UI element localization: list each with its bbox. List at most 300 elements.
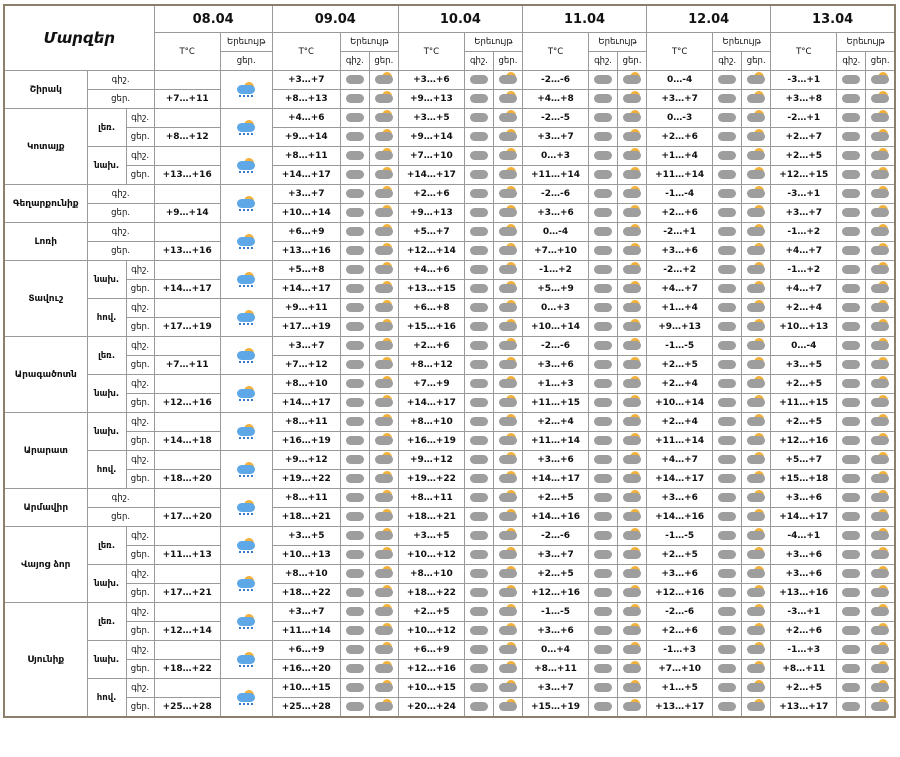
sun-cloud-icon: [745, 414, 767, 430]
night-label: գիշ.: [340, 52, 369, 71]
cloud-icon: [840, 357, 862, 373]
period-label: գիշ.: [126, 565, 154, 584]
cloud-icon: [344, 604, 366, 620]
cloud-icon: [592, 91, 614, 107]
cloud-icon: [344, 91, 366, 107]
sun-cloud-icon: [869, 414, 891, 430]
cloud-icon: [468, 72, 490, 88]
period-label: ցեր.: [126, 280, 154, 299]
temp-value: +9…+13: [647, 318, 713, 337]
sun-cloud-icon: [745, 528, 767, 544]
cloud-icon: [344, 243, 366, 259]
sun-cloud-icon: [497, 186, 519, 202]
cloud-icon: [468, 186, 490, 202]
subregion-name: հով.: [87, 299, 126, 337]
cloud-icon: [840, 490, 862, 506]
cloud-icon: [716, 585, 738, 601]
sun-cloud-icon: [745, 72, 767, 88]
cloud-icon: [592, 167, 614, 183]
table-row: [4, 223, 895, 242]
cloud-icon: [592, 509, 614, 525]
cloud-icon: [468, 642, 490, 658]
temp-value: +3…+7: [272, 71, 340, 90]
table-row: [4, 679, 895, 698]
sun-cloud-icon: [745, 357, 767, 373]
temp-value: +6…+9: [398, 641, 464, 660]
cloud-icon: [840, 623, 862, 639]
temp-value: +25…+28: [272, 698, 340, 718]
day-label: ցեր.: [369, 52, 398, 71]
sun-cloud-icon: [373, 338, 395, 354]
temp-value: +3…+6: [522, 451, 588, 470]
cloud-icon: [468, 205, 490, 221]
sun-cloud-icon: [373, 300, 395, 316]
sun-cloud-icon: [621, 623, 643, 639]
subregion-name: նախ.: [87, 565, 126, 603]
temp-value: +2…+6: [647, 128, 713, 147]
sun-cloud-icon: [373, 509, 395, 525]
period-label: ցեր.: [126, 470, 154, 489]
cloud-icon: [468, 262, 490, 278]
temp-value: +2…+5: [647, 356, 713, 375]
cloud-icon: [840, 661, 862, 677]
temp-value: [154, 565, 220, 584]
sun-cloud-icon: [497, 414, 519, 430]
period-label: ցեր.: [87, 90, 154, 109]
temp-value: 0…+3: [522, 299, 588, 318]
cloud-icon: [592, 642, 614, 658]
temp-value: -3…+1: [771, 71, 837, 90]
table-row: [4, 451, 895, 470]
sun-cloud-icon: [869, 338, 891, 354]
sun-cloud-icon: [373, 623, 395, 639]
temp-value: [154, 679, 220, 698]
cloud-icon: [344, 699, 366, 715]
cloud-icon: [344, 338, 366, 354]
sun-cloud-icon: [373, 566, 395, 582]
table-row: [4, 71, 895, 90]
temp-value: -2…+2: [647, 261, 713, 280]
phenomenon-header: Երեւույթ: [837, 33, 895, 52]
temp-value: +4…+7: [771, 280, 837, 299]
temp-value: +4…+7: [647, 280, 713, 299]
sun-cloud-icon: [621, 300, 643, 316]
table-row: [4, 242, 895, 261]
temp-value: [154, 451, 220, 470]
temp-value: +5…+7: [398, 223, 464, 242]
sun-cloud-icon: [621, 72, 643, 88]
cloud-icon: [468, 91, 490, 107]
temp-value: +10…+13: [771, 318, 837, 337]
sun-cloud-icon: [745, 129, 767, 145]
sun-cloud-icon: [745, 547, 767, 563]
cloud-icon: [344, 680, 366, 696]
temp-value: +4…+6: [272, 109, 340, 128]
sun-cloud-icon: [373, 642, 395, 658]
temp-value: +20…+24: [398, 698, 464, 718]
temp-value: +2…+7: [771, 128, 837, 147]
cloud-icon: [468, 110, 490, 126]
temp-value: +2…+6: [647, 204, 713, 223]
cloud-icon: [592, 72, 614, 88]
cloud-icon: [468, 471, 490, 487]
cloud-icon: [468, 243, 490, 259]
temp-value: +2…+5: [771, 375, 837, 394]
cloud-icon: [344, 414, 366, 430]
cloud-icon: [468, 528, 490, 544]
date-header: 09.04: [272, 5, 398, 33]
cloud-icon: [592, 585, 614, 601]
temp-value: +11…+14: [272, 622, 340, 641]
cloud-rain-icon: [235, 348, 257, 364]
region-name: Արագածոտն: [4, 337, 87, 413]
cloud-icon: [716, 281, 738, 297]
sun-cloud-icon: [621, 642, 643, 658]
temp-value: +9…+12: [272, 451, 340, 470]
cloud-icon: [468, 490, 490, 506]
cloud-icon: [840, 243, 862, 259]
temp-value: +4…+7: [647, 451, 713, 470]
temp-value: -3…+1: [771, 603, 837, 622]
temp-value: 0…-4: [522, 223, 588, 242]
sun-cloud-icon: [621, 566, 643, 582]
subregion-name: լեռ.: [87, 337, 126, 375]
region-name: Լոռի: [4, 223, 87, 261]
cloud-icon: [344, 376, 366, 392]
cloud-icon: [592, 528, 614, 544]
temp-value: +18…+21: [398, 508, 464, 527]
temp-value: +5…+8: [272, 261, 340, 280]
period-label: ցեր.: [126, 394, 154, 413]
sun-cloud-icon: [497, 110, 519, 126]
cloud-rain-icon: [235, 120, 257, 136]
cloud-icon: [716, 243, 738, 259]
phenomenon-header: Երեւույթ: [340, 33, 398, 52]
sun-cloud-icon: [869, 452, 891, 468]
sun-cloud-icon: [373, 471, 395, 487]
sun-cloud-icon: [745, 566, 767, 582]
temp-value: +10…+14: [272, 204, 340, 223]
temp-value: +9…+14: [272, 128, 340, 147]
sun-cloud-icon: [621, 376, 643, 392]
temp-value: +11…+14: [522, 166, 588, 185]
sun-cloud-icon: [497, 433, 519, 449]
cloud-icon: [344, 167, 366, 183]
temp-value: +3…+6: [522, 356, 588, 375]
table-row: [4, 565, 895, 584]
cloud-icon: [716, 72, 738, 88]
cloud-icon: [592, 110, 614, 126]
cloud-icon: [716, 300, 738, 316]
phenomenon-header: Երեւույթ: [589, 33, 647, 52]
temp-value: 0…+3: [522, 147, 588, 166]
cloud-icon: [344, 547, 366, 563]
cloud-icon: [840, 471, 862, 487]
sun-cloud-icon: [869, 699, 891, 715]
cloud-icon: [840, 642, 862, 658]
cloud-icon: [592, 623, 614, 639]
sun-cloud-icon: [869, 623, 891, 639]
sun-cloud-icon: [497, 243, 519, 259]
cloud-icon: [840, 148, 862, 164]
date-header: 13.04: [771, 5, 895, 33]
temp-value: +15…+16: [398, 318, 464, 337]
temp-value: +10…+14: [522, 318, 588, 337]
temp-value: +2…+5: [771, 413, 837, 432]
temp-value: +3…+7: [272, 185, 340, 204]
subregion-name: լեռ.: [87, 603, 126, 641]
sun-cloud-icon: [745, 623, 767, 639]
sun-cloud-icon: [621, 528, 643, 544]
sun-cloud-icon: [373, 167, 395, 183]
temp-value: +1…+3: [522, 375, 588, 394]
cloud-rain-icon: [235, 310, 257, 326]
temp-value: +12…+16: [522, 584, 588, 603]
sun-cloud-icon: [745, 433, 767, 449]
cloud-icon: [468, 566, 490, 582]
sun-cloud-icon: [869, 585, 891, 601]
cloud-icon: [468, 129, 490, 145]
temp-value: +3…+6: [522, 204, 588, 223]
cloud-icon: [468, 395, 490, 411]
sun-cloud-icon: [869, 110, 891, 126]
night-label: գիշ.: [837, 52, 866, 71]
sun-cloud-icon: [373, 452, 395, 468]
temp-value: +6…+8: [398, 299, 464, 318]
cloud-rain-icon: [235, 234, 257, 250]
cloud-icon: [468, 148, 490, 164]
cloud-icon: [592, 471, 614, 487]
temp-header: T°C: [154, 33, 220, 71]
sun-cloud-icon: [745, 243, 767, 259]
cloud-icon: [716, 699, 738, 715]
cloud-rain-icon: [235, 538, 257, 554]
sun-cloud-icon: [373, 357, 395, 373]
table-row: [4, 337, 895, 356]
sun-cloud-icon: [373, 243, 395, 259]
cloud-icon: [468, 300, 490, 316]
cloud-icon: [344, 452, 366, 468]
temp-value: +2…+5: [522, 565, 588, 584]
temp-value: +13…+17: [771, 698, 837, 718]
period-label: ցեր.: [126, 318, 154, 337]
sun-cloud-icon: [621, 205, 643, 221]
cloud-icon: [840, 680, 862, 696]
cloud-icon: [468, 281, 490, 297]
sun-cloud-icon: [497, 262, 519, 278]
cloud-icon: [840, 547, 862, 563]
temp-value: +18…+22: [398, 584, 464, 603]
sun-cloud-icon: [869, 490, 891, 506]
cloud-icon: [716, 623, 738, 639]
cloud-icon: [840, 509, 862, 525]
cloud-icon: [468, 414, 490, 430]
cloud-icon: [716, 186, 738, 202]
temp-value: +14…+17: [771, 508, 837, 527]
table-row: [4, 109, 895, 128]
temp-value: +3…+7: [522, 679, 588, 698]
temp-value: +16…+19: [272, 432, 340, 451]
cloud-icon: [344, 433, 366, 449]
cloud-icon: [468, 699, 490, 715]
temp-value: +3…+7: [272, 603, 340, 622]
sun-cloud-icon: [745, 585, 767, 601]
temp-value: +3…+5: [272, 527, 340, 546]
sun-cloud-icon: [373, 224, 395, 240]
cloud-rain-icon: [235, 500, 257, 516]
temp-value: +5…+7: [771, 451, 837, 470]
temp-value: +5…+9: [522, 280, 588, 299]
temp-value: +14…+17: [154, 280, 220, 299]
temp-value: +3…+6: [771, 565, 837, 584]
period-label: գիշ.: [126, 641, 154, 660]
temp-value: +2…+5: [522, 489, 588, 508]
temp-value: 0…-3: [647, 109, 713, 128]
sun-cloud-icon: [497, 72, 519, 88]
temp-value: -1…+3: [771, 641, 837, 660]
temp-value: +2…+6: [398, 337, 464, 356]
cloud-icon: [716, 167, 738, 183]
temp-value: +14…+18: [154, 432, 220, 451]
table-row: [4, 660, 895, 679]
sun-cloud-icon: [373, 395, 395, 411]
sun-cloud-icon: [497, 585, 519, 601]
period-label: ցեր.: [126, 128, 154, 147]
subregion-name: նախ.: [87, 375, 126, 413]
cloud-icon: [840, 319, 862, 335]
cloud-icon: [840, 699, 862, 715]
temp-value: +25…+28: [154, 698, 220, 718]
subregion-name: լեռ.: [87, 109, 126, 147]
temp-value: +2…+5: [771, 147, 837, 166]
cloud-icon: [840, 300, 862, 316]
period-label: ցեր.: [87, 508, 154, 527]
sun-cloud-icon: [497, 91, 519, 107]
cloud-icon: [468, 319, 490, 335]
temp-value: +2…+5: [647, 546, 713, 565]
table-row: [4, 128, 895, 147]
temp-value: +11…+14: [647, 166, 713, 185]
temp-value: [154, 337, 220, 356]
temp-value: [154, 147, 220, 166]
region-name: Սյունիք: [4, 603, 87, 718]
sun-cloud-icon: [373, 91, 395, 107]
subregion-name: հով.: [87, 451, 126, 489]
cloud-icon: [468, 452, 490, 468]
cloud-icon: [716, 319, 738, 335]
sun-cloud-icon: [869, 91, 891, 107]
period-label: գիշ.: [87, 185, 154, 204]
cloud-icon: [840, 604, 862, 620]
cloud-icon: [592, 414, 614, 430]
temp-value: +1…+4: [647, 147, 713, 166]
sun-cloud-icon: [745, 205, 767, 221]
temp-value: 0…-4: [647, 71, 713, 90]
cloud-icon: [716, 357, 738, 373]
sun-cloud-icon: [497, 680, 519, 696]
sun-cloud-icon: [373, 604, 395, 620]
temp-value: +14…+17: [647, 470, 713, 489]
temp-value: +12…+16: [647, 584, 713, 603]
temp-value: +8…+11: [272, 489, 340, 508]
sun-cloud-icon: [745, 281, 767, 297]
temp-value: +16…+20: [272, 660, 340, 679]
temp-value: +3…+7: [771, 204, 837, 223]
cloud-icon: [344, 585, 366, 601]
cloud-icon: [716, 471, 738, 487]
table-row: [4, 147, 895, 166]
sun-cloud-icon: [373, 110, 395, 126]
region-name: Վայոց ձոր: [4, 527, 87, 603]
temp-value: +13…+16: [154, 242, 220, 261]
temp-value: [154, 603, 220, 622]
cloud-icon: [716, 604, 738, 620]
temp-value: +9…+14: [154, 204, 220, 223]
cloud-rain-icon: [235, 462, 257, 478]
temp-value: +2…+5: [771, 679, 837, 698]
day-label: ցեր.: [742, 52, 771, 71]
cloud-icon: [592, 452, 614, 468]
temp-value: -2…+1: [647, 223, 713, 242]
cloud-icon: [592, 661, 614, 677]
cloud-icon: [468, 585, 490, 601]
sun-cloud-icon: [373, 528, 395, 544]
temp-value: -1…+2: [771, 261, 837, 280]
temp-value: +3…+6: [522, 622, 588, 641]
cloud-rain-icon: [235, 196, 257, 212]
temp-value: +13…+17: [647, 698, 713, 718]
sun-cloud-icon: [621, 661, 643, 677]
period-label: գիշ.: [126, 109, 154, 128]
temp-value: +11…+13: [154, 546, 220, 565]
table-row: [4, 261, 895, 280]
temp-value: +3…+5: [771, 356, 837, 375]
temp-value: +13…+16: [272, 242, 340, 261]
sun-cloud-icon: [497, 490, 519, 506]
cloud-icon: [468, 357, 490, 373]
temp-value: +16…+19: [398, 432, 464, 451]
cloud-icon: [716, 566, 738, 582]
sun-cloud-icon: [869, 528, 891, 544]
temp-value: +9…+14: [398, 128, 464, 147]
period-label: գիշ.: [126, 603, 154, 622]
cloud-icon: [344, 186, 366, 202]
sun-cloud-icon: [621, 490, 643, 506]
temp-value: +8…+10: [272, 375, 340, 394]
period-label: գիշ.: [126, 147, 154, 166]
cloud-icon: [840, 281, 862, 297]
sun-cloud-icon: [745, 395, 767, 411]
cloud-icon: [716, 376, 738, 392]
cloud-icon: [716, 129, 738, 145]
period-label: ցեր.: [126, 660, 154, 679]
cloud-icon: [840, 414, 862, 430]
sun-cloud-icon: [497, 547, 519, 563]
temp-value: 0…-4: [771, 337, 837, 356]
period-label: ցեր.: [126, 622, 154, 641]
temp-value: +3…+7: [522, 546, 588, 565]
cloud-icon: [716, 680, 738, 696]
sun-cloud-icon: [497, 395, 519, 411]
sun-cloud-icon: [621, 699, 643, 715]
sun-cloud-icon: [869, 471, 891, 487]
cloud-icon: [716, 642, 738, 658]
sun-cloud-icon: [869, 661, 891, 677]
temp-value: +9…+13: [398, 90, 464, 109]
sun-cloud-icon: [621, 186, 643, 202]
temp-value: -2…-6: [647, 603, 713, 622]
temp-value: +8…+12: [398, 356, 464, 375]
